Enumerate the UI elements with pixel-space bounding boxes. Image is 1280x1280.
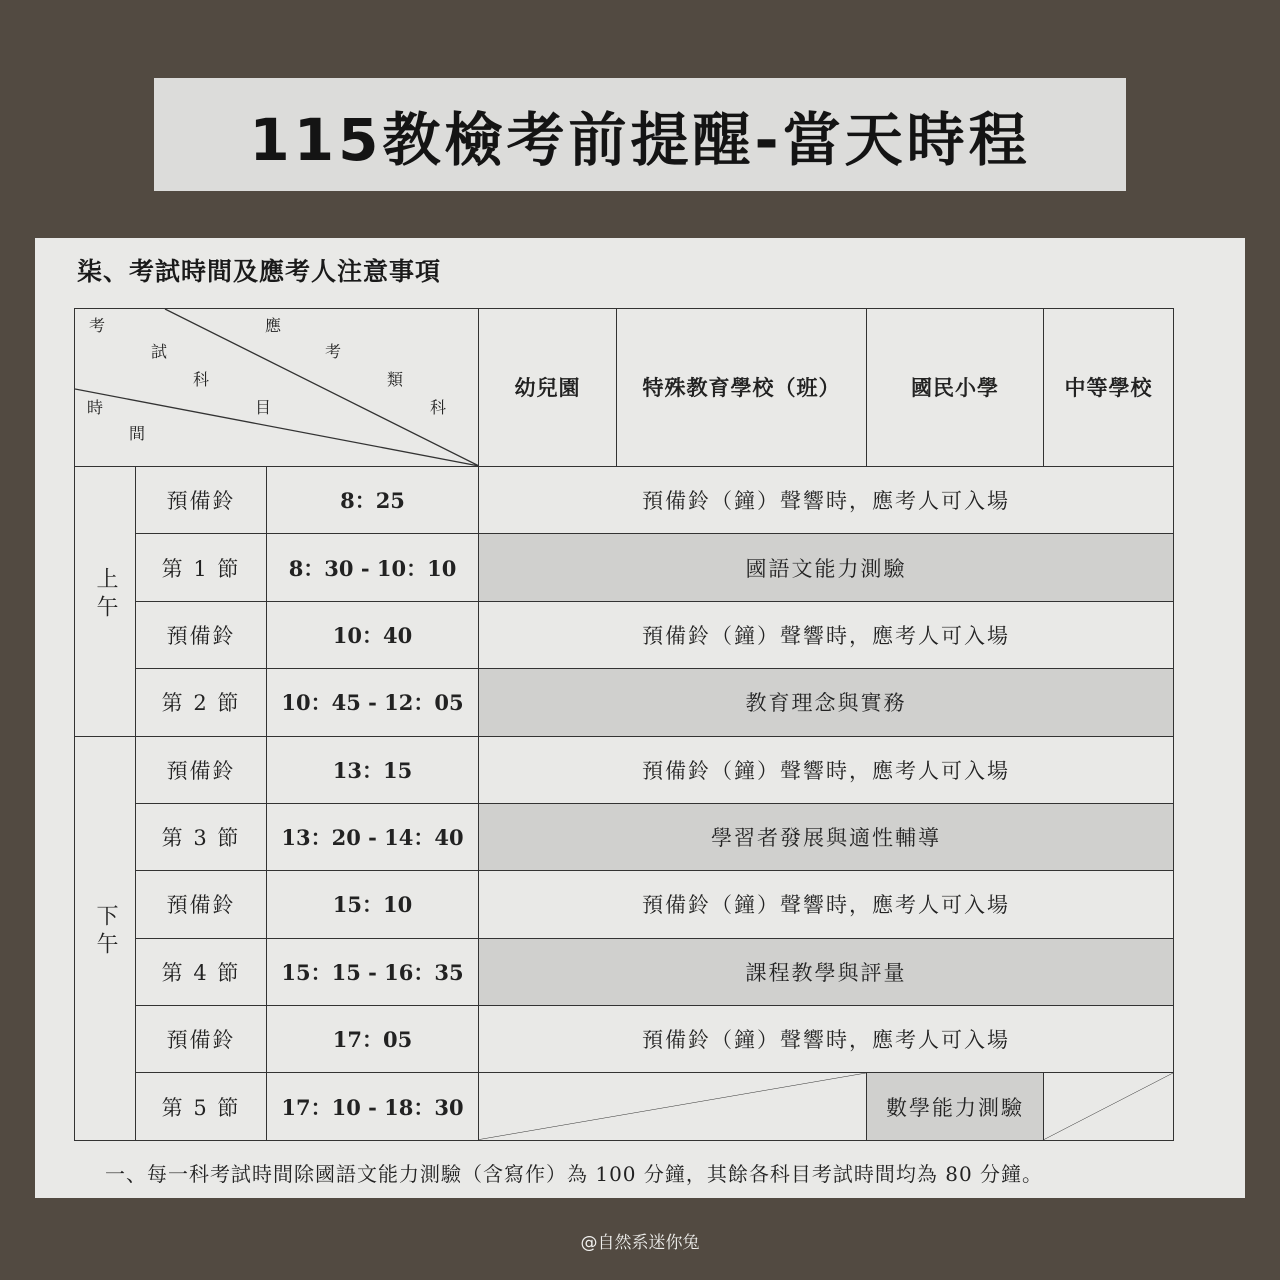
corner-label: 時 [87, 398, 104, 417]
table-row [75, 1073, 1174, 1141]
row-label: 預備鈴 [136, 1006, 267, 1073]
not-applicable-cell [1044, 1073, 1174, 1141]
section-heading: 柒、考試時間及應考人注意事項 [77, 257, 442, 286]
table-row [75, 736, 1174, 803]
row-label: 預備鈴 [136, 601, 267, 668]
corner-label: 考 [325, 342, 342, 361]
row-label: 預備鈴 [136, 736, 267, 803]
row-content: 預備鈴（鐘）聲響時，應考人可入場 [479, 601, 1174, 668]
table-row [75, 669, 1174, 736]
column-header: 中等學校 [1044, 309, 1174, 467]
row-label: 預備鈴 [136, 871, 267, 938]
row-time: 17：05 [267, 1006, 479, 1073]
slash-line [1044, 1073, 1173, 1140]
slash-line [479, 1073, 866, 1140]
row-time: 8：25 [267, 466, 479, 533]
table-row [75, 871, 1174, 938]
row-label: 預備鈴 [136, 466, 267, 533]
corner-label: 科 [193, 370, 210, 389]
row-label: 第 5 節 [136, 1073, 267, 1141]
corner-label: 間 [129, 424, 146, 443]
column-header: 幼兒園 [479, 309, 617, 467]
credit-watermark: @自然系迷你兔 [580, 1233, 700, 1253]
corner-label: 目 [255, 398, 272, 417]
row-time: 13：20 - 14：40 [267, 803, 479, 870]
table-row [75, 1006, 1174, 1073]
corner-label: 類 [387, 370, 404, 389]
banner-title: 115教檢考前提醒-當天時程 [249, 105, 1031, 174]
row-label: 第 1 節 [136, 534, 267, 601]
title-banner [154, 78, 1126, 191]
column-header: 特殊教育學校（班） [617, 309, 867, 467]
row-content: 預備鈴（鐘）聲響時，應考人可入場 [479, 736, 1174, 803]
document-page [35, 238, 1245, 1198]
row-content: 國語文能力測驗 [479, 534, 1174, 601]
row-label: 第 4 節 [136, 938, 267, 1005]
table-row [75, 534, 1174, 601]
row-time: 17：10 - 18：30 [267, 1073, 479, 1141]
not-applicable-cell [479, 1073, 867, 1141]
row-time: 13：15 [267, 736, 479, 803]
row-content: 預備鈴（鐘）聲響時，應考人可入場 [479, 871, 1174, 938]
period-morning: 上午 [75, 466, 136, 736]
table-row [75, 938, 1174, 1005]
table-row [75, 466, 1174, 533]
corner-label: 考 [89, 316, 106, 335]
row-label: 第 3 節 [136, 803, 267, 870]
row-content: 預備鈴（鐘）聲響時，應考人可入場 [479, 466, 1174, 533]
corner-label: 科 [430, 398, 447, 417]
row-content: 課程教學與評量 [479, 938, 1174, 1005]
corner-header-cell [75, 309, 479, 467]
column-header: 國民小學 [867, 309, 1044, 467]
row-content: 學習者發展與適性輔導 [479, 803, 1174, 870]
row-content: 預備鈴（鐘）聲響時，應考人可入場 [479, 1006, 1174, 1073]
corner-label: 應 [265, 316, 282, 335]
row-time: 10：40 [267, 601, 479, 668]
row-time: 15：10 [267, 871, 479, 938]
row-content: 數學能力測驗 [867, 1073, 1044, 1141]
row-content: 教育理念與實務 [479, 669, 1174, 736]
row-time: 8：30 - 10：10 [267, 534, 479, 601]
exam-schedule-table [74, 308, 1174, 1141]
row-time: 10：45 - 12：05 [267, 669, 479, 736]
table-row [75, 601, 1174, 668]
row-time: 15：15 - 16：35 [267, 938, 479, 1005]
row-label: 第 2 節 [136, 669, 267, 736]
corner-label: 試 [151, 342, 168, 361]
table-row [75, 803, 1174, 870]
period-afternoon: 下午 [75, 736, 136, 1141]
footnote: 一、每一科考試時間除國語文能力測驗（含寫作）為 100 分鐘，其餘各科目考試時間均為 80 分鐘。 [105, 1162, 1044, 1186]
